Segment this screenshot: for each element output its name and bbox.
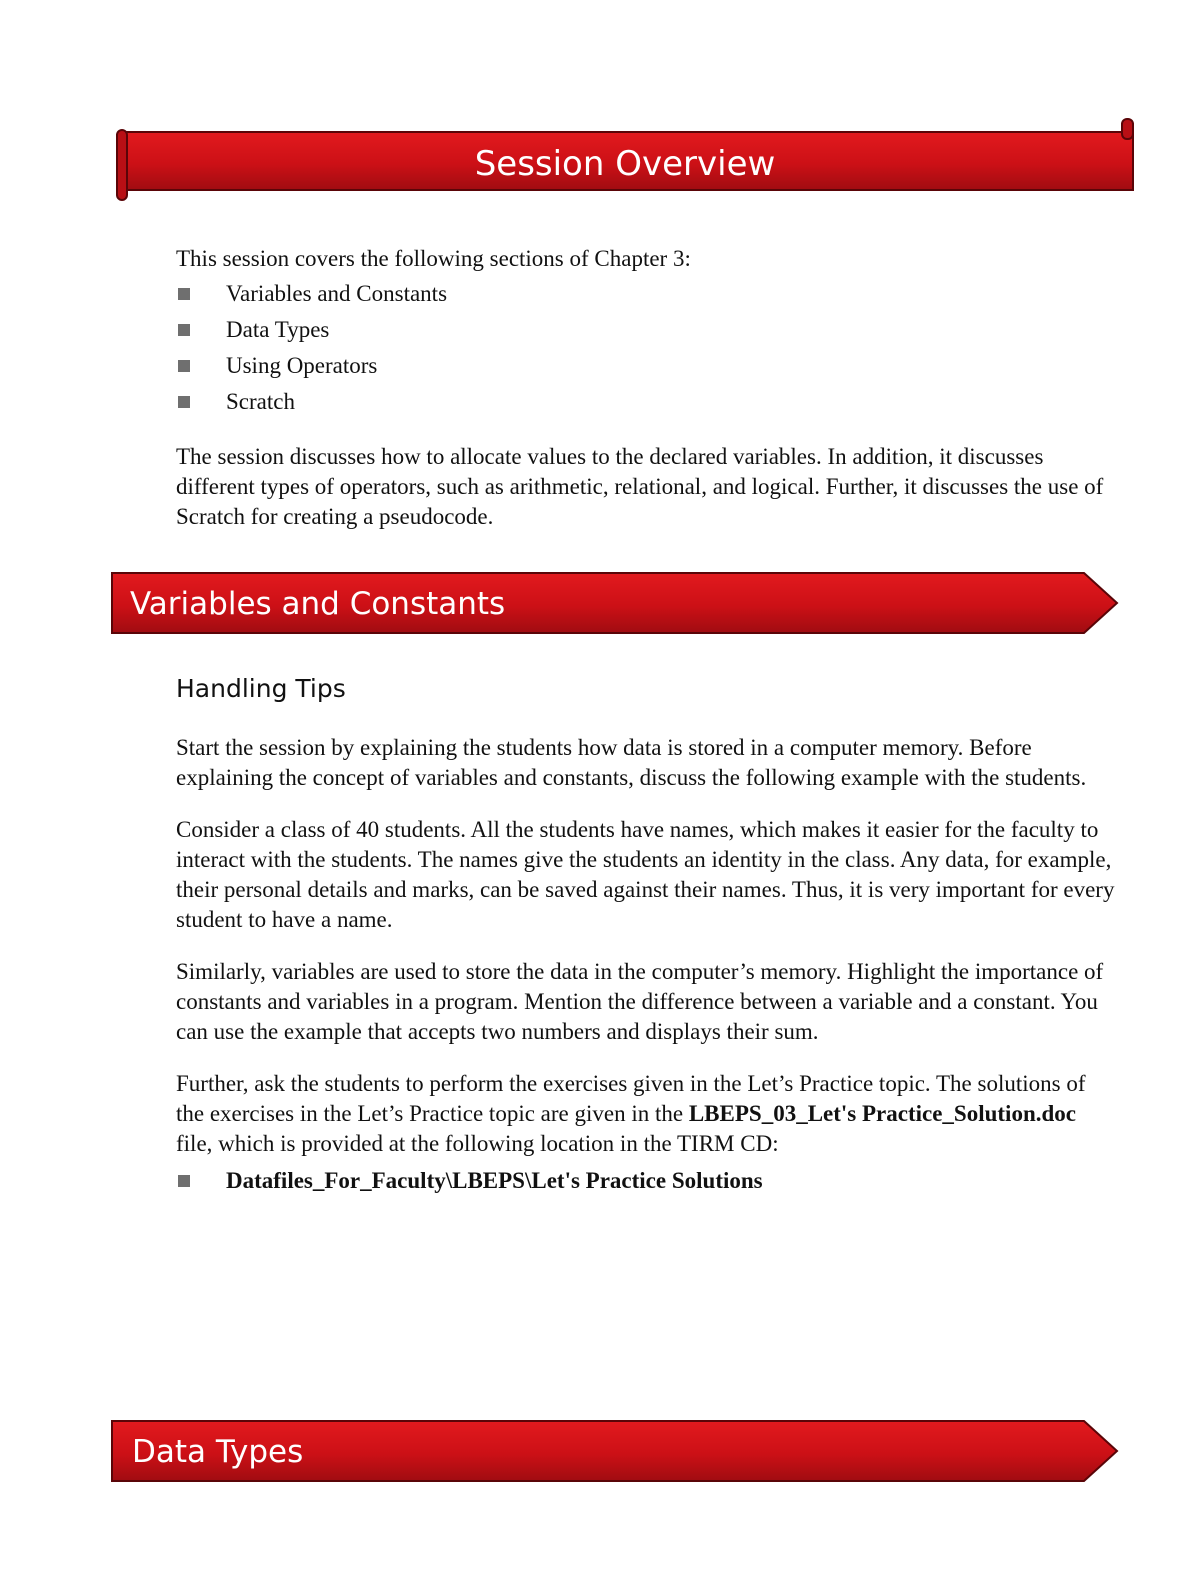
variables-paragraph-4: [176, 1069, 1116, 1159]
data-types-section-title: Data Types: [132, 1434, 304, 1470]
list-item: [176, 1163, 1116, 1199]
session-overview-summary-block: [176, 442, 1116, 532]
session-overview-title: Session Overview: [474, 144, 776, 184]
handling-tips-heading: Handling Tips: [176, 674, 346, 703]
list-item-label: Scratch: [226, 389, 295, 414]
square-bullet-icon: [178, 288, 190, 300]
list-item: [176, 276, 1116, 312]
session-overview-intro-block: [176, 244, 1116, 420]
variables-section-body: [176, 733, 1116, 1199]
paragraph-text: file, which is provided at the following location in the TIRM CD:: [176, 1131, 779, 1156]
square-bullet-icon: [178, 360, 190, 372]
file-location-list: [176, 1163, 1116, 1199]
chapter-sections-list: [176, 276, 1116, 420]
paragraph-text: Further, ask the students to perform the exercises given in the Let’s Practice topic. The solutions of the exercises in the Let’s Practice topic are given in the: [176, 1071, 1086, 1126]
square-bullet-icon: [178, 324, 190, 336]
variables-paragraph-3: Similarly, variables are used to store the data in the computer’s memory. Highlight the importance of constants and variables in a program. Mention the difference between a variable and a constant. You can use the example that accepts two numbers and displays their sum.: [176, 959, 1104, 1044]
file-location-path: Datafiles_For_Faculty\LBEPS\Let's Practice Solutions: [226, 1168, 763, 1193]
list-item: [176, 312, 1116, 348]
variables-paragraph-1: Start the session by explaining the students how data is stored in a computer memory. Before explaining the concept of variables and constants, discuss the following example with the students.: [176, 735, 1087, 790]
square-bullet-icon: [178, 1175, 190, 1187]
list-item: [176, 384, 1116, 420]
list-item: [176, 348, 1116, 384]
list-item-label: Using Operators: [226, 353, 378, 378]
square-bullet-icon: [178, 396, 190, 408]
session-overview-intro: This session covers the following sections of Chapter 3:: [176, 246, 691, 271]
session-overview-summary: The session discusses how to allocate values to the declared variables. In addition, it discusses different types of operators, such as arithmetic, relational, and logical. Further, it discusses the use of Scratch for creating a pseudocode.: [176, 444, 1104, 529]
list-item-label: Variables and Constants: [226, 281, 448, 306]
variables-paragraph-2: Consider a class of 40 students. All the students have names, which makes it easier for the faculty to interact with the students. The names give the students an identity in the class. Any data, for example, their personal details and marks, can be saved against their names. Thus, it is very important for every student to have a name.: [176, 817, 1115, 932]
variables-section-title: Variables and Constants: [130, 586, 506, 622]
list-item-label: Data Types: [226, 317, 330, 342]
solution-file-name: LBEPS_03_Let's Practice_Solution.doc: [688, 1101, 1076, 1126]
